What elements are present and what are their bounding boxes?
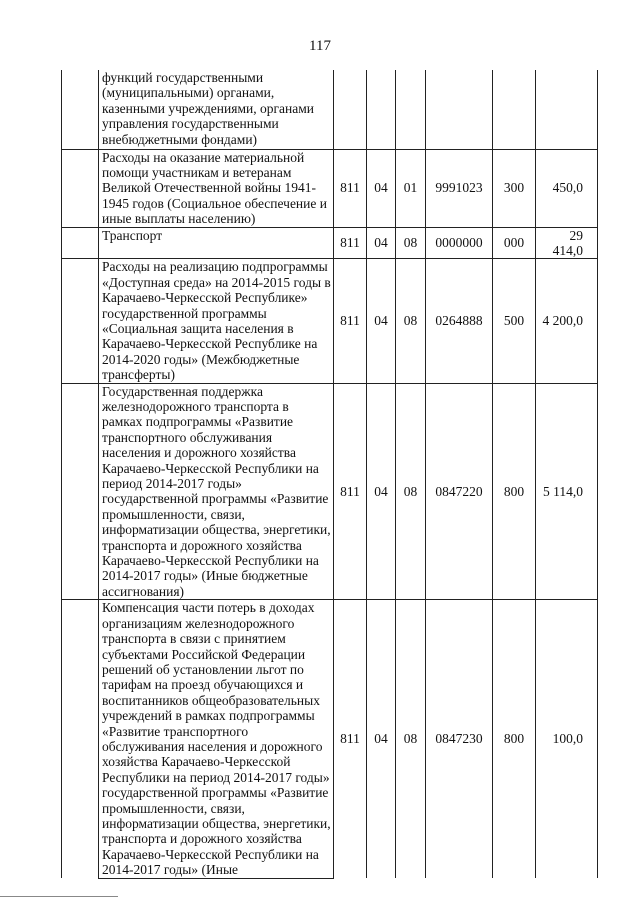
row-target-article: 0847230 [426,600,493,878]
table-row [62,70,598,149]
row-target-article: 0847220 [426,383,493,600]
row-amount [536,70,598,149]
row-amount: 100,0 [536,600,598,878]
row-admin-code: 811 [334,227,367,259]
row-expense-type: 000 [493,227,536,259]
budget-table [61,70,598,879]
row-subsection-code: 01 [396,149,426,227]
row-amount: 450,0 [536,149,598,227]
row-subsection-code: 08 [396,383,426,600]
table-row [62,600,598,878]
table-row [62,259,598,383]
row-amount: 4 200,0 [536,259,598,383]
row-target-article: 0264888 [426,259,493,383]
row-index-cell [62,70,99,149]
row-expense-type [493,70,536,149]
row-target-article: 9991023 [426,149,493,227]
page-number: 117 [309,38,331,54]
row-subsection-code [396,70,426,149]
row-section-code: 04 [367,383,396,600]
row-subsection-code: 08 [396,600,426,878]
row-index-cell [62,259,99,383]
row-description: Расходы на реализацию подпрограммы «Доступная среда» на 2014-2015 годы в Карачаево-Черкесской Республике» государственной программы «Социальная защита населения в Карачаево-Черкесской Республике на 2014-2020 годы» (Межбюджетные трансферты) [99,259,334,383]
row-admin-code: 811 [334,259,367,383]
row-section-code: 04 [367,149,396,227]
row-target-article: 0000000 [426,227,493,259]
row-section-code: 04 [367,600,396,878]
row-amount: 29 414,0 [536,227,598,259]
table-row [62,383,598,600]
row-expense-type: 500 [493,259,536,383]
row-admin-code: 811 [334,149,367,227]
row-expense-type: 300 [493,149,536,227]
row-expense-type: 800 [493,600,536,878]
row-description: Транспорт [99,227,334,259]
row-admin-code: 811 [334,383,367,600]
row-section-code: 04 [367,259,396,383]
footnote-divider [0,896,118,897]
row-expense-type: 800 [493,383,536,600]
row-admin-code [334,70,367,149]
row-target-article [426,70,493,149]
row-index-cell [62,383,99,600]
row-admin-code: 811 [334,600,367,878]
row-amount: 5 114,0 [536,383,598,600]
row-description: функций государственными (муниципальными) органами, казенными учреждениями, органами управления государственными внебюджетными фондами) [99,70,334,149]
row-index-cell [62,227,99,259]
row-section-code [367,70,396,149]
row-subsection-code: 08 [396,227,426,259]
table-row [62,227,598,259]
row-index-cell [62,600,99,878]
row-description: Государственная поддержка железнодорожного транспорта в рамках подпрограммы «Развитие транспортного обслуживания населения и дорожного хозяйства Карачаево-Черкесской Республики на период 2014-2017 годы» государственной программы «Развитие промышленности, связи, информатизации общества, энергетики, транспорта и дорожного хозяйства Карачаево-Черкесской Республики на 2014-2017 годы» (Иные бюджетные ассигнования) [99,383,334,600]
row-section-code: 04 [367,227,396,259]
row-subsection-code: 08 [396,259,426,383]
row-description: Расходы на оказание материальной помощи участникам и ветеранам Великой Отечественной войны 1941-1945 годов (Социальное обеспечение и иные выплаты населению) [99,149,334,227]
row-index-cell [62,149,99,227]
table-row [62,149,598,227]
row-description: Компенсация части потерь в доходах организациям железнодорожного транспорта в связи с принятием субъектами Российской Федерации решений об установлении льгот по тарифам на проезд обучающихся и воспитанников общеобразовательных учреждений в рамках подпрограммы «Развитие транспортного обслуживания населения и дорожного хозяйства Карачаево-Черкесской Республики на период 2014-2017 годы» государственной программы «Развитие промышленности, связи, информатизации общества, энергетики, транспорта и дорожного хозяйства Карачаево-Черкесской Республики на 2014-2017 годы» (Иные [99,600,334,878]
